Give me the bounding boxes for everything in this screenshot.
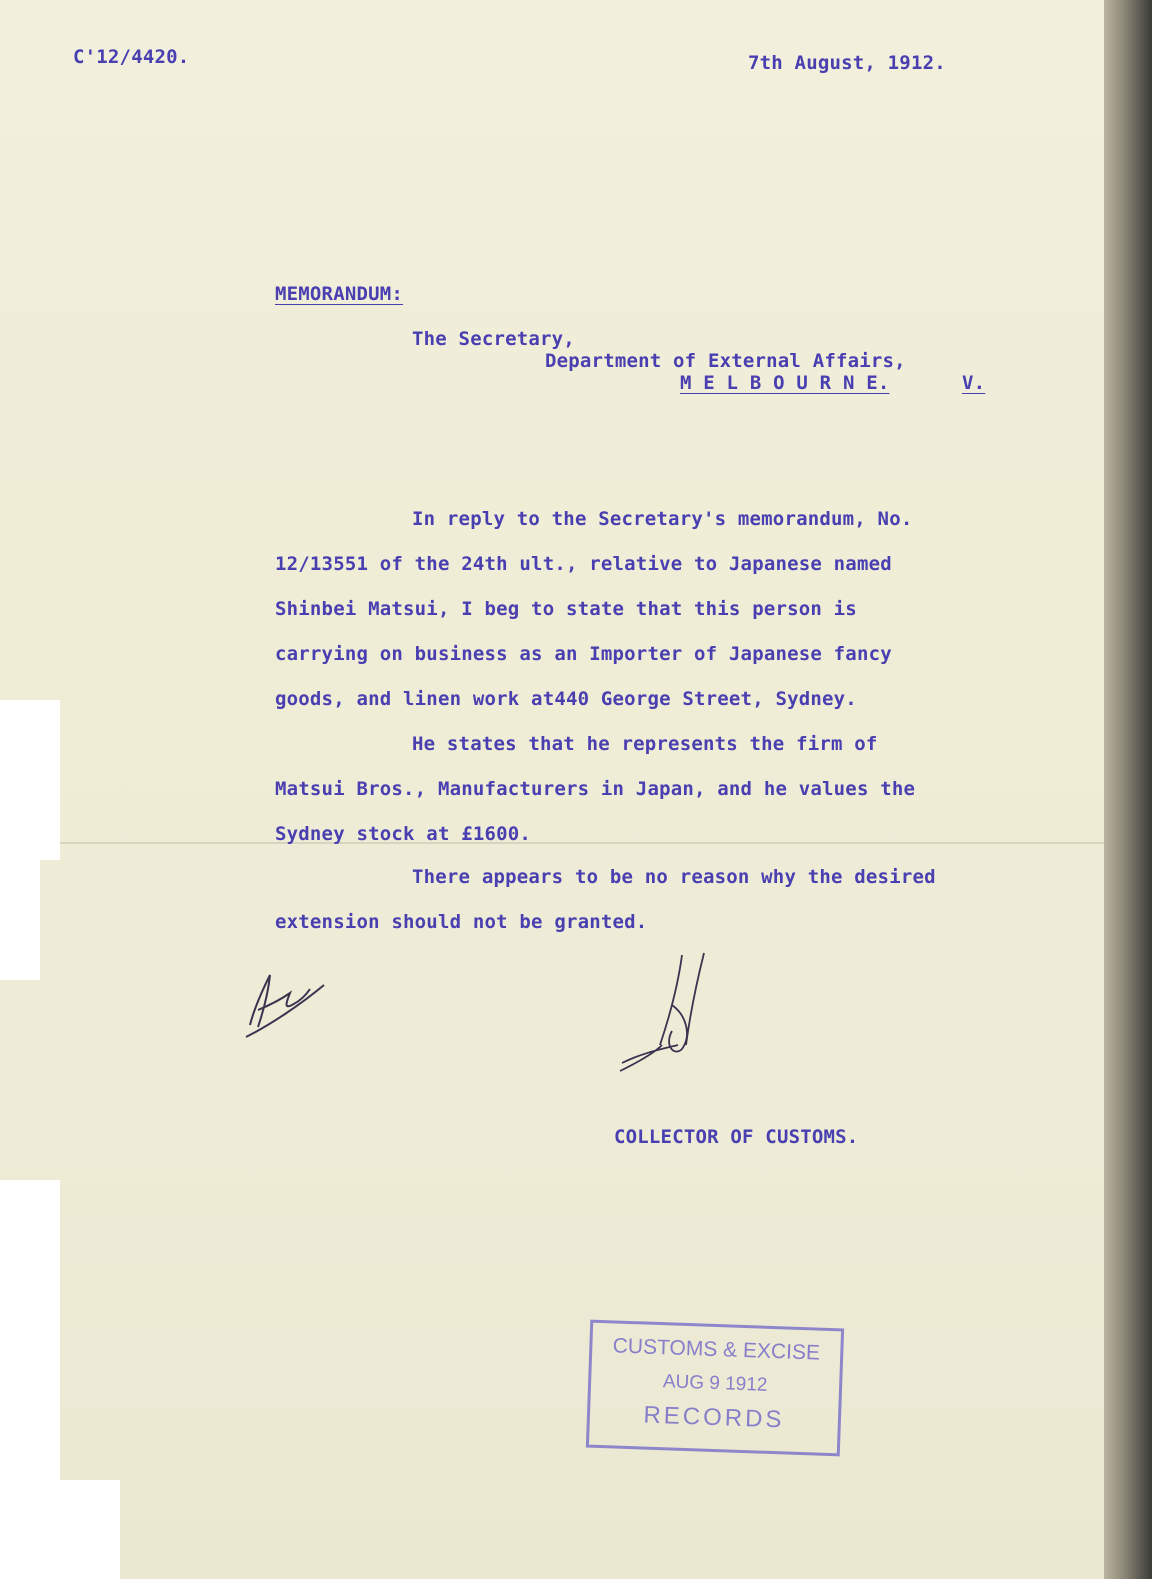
- torn-edge: [0, 700, 60, 860]
- torn-edge: [0, 860, 40, 980]
- customs-records-stamp: [586, 1320, 844, 1457]
- body-line: carrying on business as an Importer of Japanese fancy: [275, 643, 892, 665]
- body-line: Shinbei Matsui, I beg to state that this person is: [275, 598, 857, 620]
- body-line: He states that he represents the firm of: [412, 733, 878, 755]
- body-line: Matsui Bros., Manufacturers in Japan, and he values the: [275, 778, 916, 800]
- reference-number: C'12/4420.: [73, 46, 190, 68]
- torn-edge: [0, 1480, 120, 1579]
- handwritten-signature: [612, 945, 722, 1080]
- document-date: 7th August, 1912.: [748, 52, 946, 74]
- body-line: extension should not be granted.: [275, 911, 648, 933]
- addressee-state: V.: [962, 372, 986, 394]
- memo-heading: MEMORANDUM:: [275, 283, 404, 305]
- stamp-line-date: AUG 9 1912: [662, 1371, 768, 1396]
- body-line: There appears to be no reason why the desired: [412, 866, 936, 888]
- body-line: In reply to the Secretary's memorandum, No.: [412, 508, 913, 530]
- initials-signature: [240, 965, 330, 1045]
- stamp-line-records: RECORDS: [643, 1401, 785, 1434]
- body-line: Sydney stock at £1600.: [275, 823, 532, 845]
- addressee-city: M E L B O U R N E.: [680, 372, 890, 394]
- body-line: goods, and linen work at440 George Street, Sydney.: [275, 688, 857, 710]
- signatory-title: COLLECTOR OF CUSTOMS.: [614, 1126, 859, 1148]
- scan-edge: [1104, 0, 1152, 1579]
- addressee-department: Department of External Affairs,: [545, 350, 906, 372]
- stamp-line-customs: CUSTOMS & EXCISE: [612, 1334, 821, 1365]
- body-line: 12/13551 of the 24th ult., relative to Japanese named: [275, 553, 892, 575]
- addressee-title: The Secretary,: [412, 328, 575, 350]
- paper-fold: [0, 842, 1112, 844]
- torn-edge: [0, 1180, 60, 1480]
